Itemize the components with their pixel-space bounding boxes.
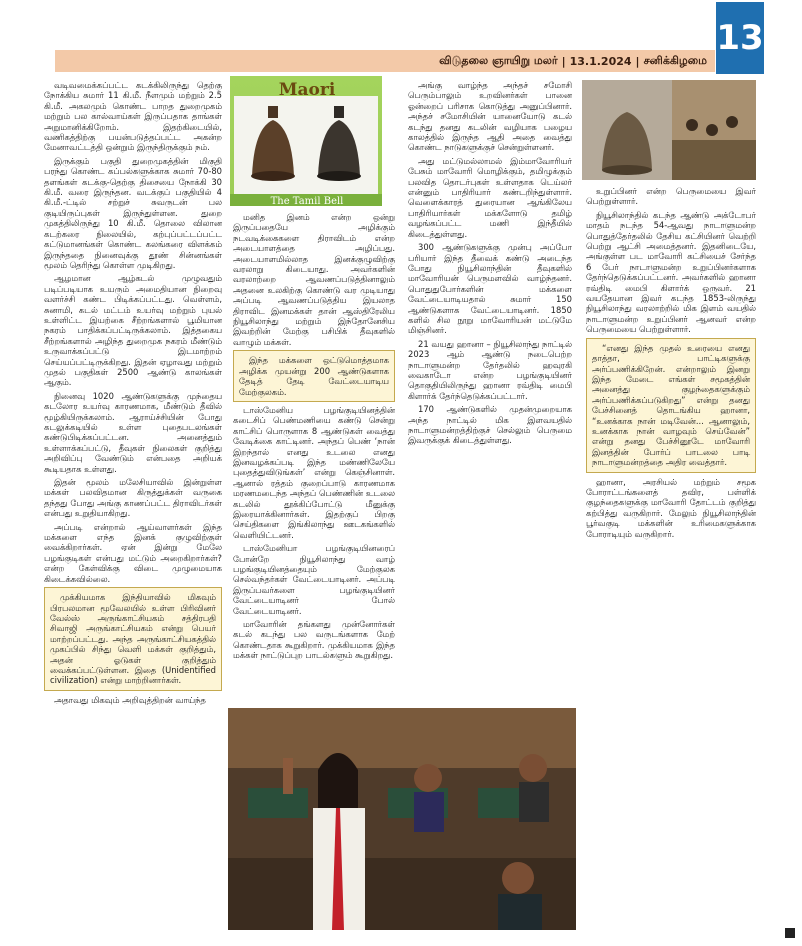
tamil-bell-caption: The Tamil Bell (270, 196, 344, 207)
parliament-illustration (228, 708, 576, 930)
col2-para: டாஸ்மேனியா பழங்குடியினரைப் போன்றே நியூசிலாந்து வாழ் பழங்குடியினத்தையும் மேற்குலக செல்வந்தர்கள் வேட்டையாடினர். அப்படி இருப்பவர்களை பழங்குடியினர் வேட்டையாடினர் போல் வேட்டையாடினர். (233, 543, 395, 616)
col2-boxed-para: இந்த மக்களை ஒட்டுமொத்தமாக அழிக்க முயன்று 200 ஆண்டுகளாக தேடித் தேடி வேட்டையாடிய மேற்குலகம். (239, 355, 389, 397)
highlight-box-quote (586, 338, 756, 473)
col1-para: இருக்கும் பகுதி துறைமுகத்தின் மிகுதி பரந்து கொண்ட கப்பல்களுக்காக சுமார் 70-80 தளங்கள் கடக்கு-தெற்கு திசையை நோக்கி 30 கி.மீ. வரை இருந்தன. வடக்குப் பகுதியில் 4 கி.மீ.-ட்டில் சற்றுச் சுவருடன் பல குடியிருப்புகள் இருந்துள்ளன. துறை முகத்திலிருந்து 10 கி.மீ. தொலை விலான கடற்கரை நிலையில், கற்புப்பட்டப்பட்ட கட்டுமானங்கள் கொண்ட கலங்கரை விளக்கம் இருந்ததை நினைவுக்கு தூண் சின்னங்கள் மூலம் தெரிந்து கொள்ள முடிகிறது. (44, 155, 222, 270)
col1-para: அப்படி என்றால் ஆய்வாளர்கள் இந்த மக்களை எந்த இனக் குழுவிற்குள் வைக்கிறார்கள். ஏன் இன்று மேலே பழங்குடிகள் என்பது மட்டும் அறைகிறார்கள்? என்ற கேள்விக்கு விடை முழுமையாக கிடைக்கவில்லை. (44, 521, 222, 584)
publication-title: விடுதலை ஞாயிறு மலர் (439, 53, 558, 67)
highlight-box-col1 (44, 587, 222, 691)
col4-quote-para: “எனது இந்த முதல் உரையை எனது தாத்தா, பாட்டிகளுக்கு அர்ப்பணிக்கிறேன். என்றாலும் இனறு இந்த மேடை எங்கள் சமூகத்தின் அனைத்து குழந்தைகளுக்கும் அர்ப்பணிக்கப்படுகிறது” என்று தனது பேச்சினைத் தொடங்கிய ஹானா, “உனக்காக நான் மடிவேன்... ஆனாலும், உனக்காக நான் வாழவும் செய்வேன்” என்று தனது பேச்சினூடே மாவோரி இனத்தின் போர்ப் பாடலை பாடி நாடாளுமன்றத்தை அதிர வைத்தார். (592, 342, 750, 468)
end-marker (785, 928, 795, 938)
publication-day: சனிக்கிழமை (643, 53, 707, 67)
col3-para: 170 ஆண்டுகளில் முதன்முறையாக அந்த நாட்டில் மிக இளவயதில் நாடாளுமன்றத்திற்குச் செல்லும் பெருமை இவருக்குக் கிடைத்துள்ளது. (408, 404, 572, 446)
col4-para: உறுப்பினர் என்ற பெருமையை இவர் பெற்றுள்ளார். (586, 186, 756, 207)
maori-heading: Maori (278, 80, 336, 100)
col1-para: நினைவு 1020 ஆண்டுகளுக்கு முந்தைய கடலோர உயர்வு காரணமாக, மீண்டும் தீவில் மூழ்கியிருக்கலாம். ஆராய்ச்சியின் போது கடலுக்கடியில் உள்ள புதைபடலங்கள் கண்டுபிடிக்கப்பட்டன. அனைத்தும் உள்ளாக்கப்பட்டு, தீவுகள் நிலைகள் குறித்து அறிவிப்பு வேண்டும் என்பதை அறியக் கூடியதாக உள்ளது. (44, 390, 222, 474)
col3-para: 21 வயது ஹானா – நியூசிலாந்து நாட்டில் 2023 ஆம் ஆண்டு நடைபெற்ற நாடாளுமன்ற தேர்தலில் ஹவுரகி வைகாடோ என்ற பழங்குடியினர் தொகுதியிலிருந்து ஹானா ரவ்திடி மைபி கிளார்க் தேர்ந்தெடுக்கப்பட்டார். (408, 338, 572, 401)
col1-bottom-note: அதாவது மிகவும் அறிவுத்திறன் வாய்ந்த (54, 694, 206, 705)
historic-bell-photo (582, 80, 756, 180)
col3-para: 300 ஆண்டுகளுக்கு முன்பு அப்போ பரியார் இந்த தீவைக் கண்டு அடைந்த போது நியூசிலாந்தின் தீவுகளில் மாவோரியன் பெருமளவில் வாழ்ந்தனர். பொதுதுபோர்களின் மக்களை வேட்டையாடியதால் சுமார் 150 ஆண்டுகளாக வேட்டையாடினர். 1850 களில் சில நூறு மாவோரியன் மட்டுமே மிஞ்சினர். (408, 242, 572, 336)
col4-para: நியூசிலாந்தில் கடந்த ஆண்டு அக்டோபர் மாதம் நடந்த 54-ஆவது நாடாளுமன்ற பொதுத்தேர்தலில் தேசிய கட்சியினர் வெற்றி பெற்று ஆட்சி அமைத்தனர். இதனிடையே, அங்குள்ள பட மாவோரி கட்சியைச் சேர்ந்த 6 பேர் நாடாளுமன்ற உறுப்பினர்களாக தேர்ந்தெடுக்கப்பட்டனர். அவர்களில் ஹானா ரவ்திடி மைபி கிளார்க் ஒருவர். 21 வயதேயான இவர் கடந்த 1853-லிருந்து நியூசிலாந்து வரலாற்றில் மிக இளம் வயதில் நாடாளுமன்ற உறுப்பினர் ஆனவர் என்ற பெருமையை பெற்றுள்ளார். (586, 209, 756, 335)
col3-para: அது மட்டுமல்லாமல் இம்மாவோரியர் பேசும் மாவோரி மொழிக்கும், தமிழுக்கும் பலவித தொடர்புகள் உள்ளதாக டெய்லர் என்னும் பாதிரியார் கண்டறிந்துள்ளார். வெளைக்காரத் துரையான ஆங்கிலேய பாதிரியார்கள் மக்களோடு தமிழ் வழங்கப்பட்ட மணி இந்தீயில் கிடைத்துள்ளது. (408, 155, 572, 239)
col1-boxed-para: முக்கியமாக இந்தியாவில் மிகவும் பிரபலமான மூவேலயில் உள்ள பிரிவினர் வேல்ஸ் அருங்காட்சியகம் சத்திரபதி சிவாஜி அருங்காட்சியகம் என்று பெயர் மாற்றப்பட்டது. அந்த அருங்காட்சியகத்தில் முகப்பில் சிந்து வெளி மக்கள் குறித்தும், அதன் ஓடுகள் குறித்தும் வைக்கப்பட்டுள்ளன. இதை (Unidentified civilization) என்று மாற்றினார்கள். (50, 592, 216, 686)
page-header-bar: விடுதலை ஞாயிறு மலர் | 13.1.2024 | சனிக்கிழமை (55, 50, 715, 72)
col2-para: மாவோரின் தங்களது முன்னோர்கள் கடல் கடந்து பல வருடங்களாக மேற் கொண்டதாக கூறுகிறார். முக்கியமாக இந்த மக்கள் நாட்டுப்புற பாடல்களும் கூறுகிறது. (233, 619, 395, 661)
article-column-3 (408, 80, 572, 702)
page-number: 13 (716, 2, 764, 74)
publication-date: 13.1.2024 (569, 54, 632, 68)
parliament-speech-photo (228, 708, 576, 930)
article-column-2 (233, 212, 395, 702)
article-column-1 (44, 80, 222, 930)
col1-para: வடிவமைக்கப்பட்ட கடக்கிலிருந்து தெற்கு நோக்கிய சுமார் 11 கி.மீ. நீளமும் மற்றும் 2.5 கி.மீ. அகலமும் கொண்ட பாறத துறைமுகம் மற்றும் பல கால்வாய்கள் இருப்பதாக தாங்கள் அறுமானிக்கிறோம். இதற்கிடையில், வணிகத்திற்கு பயன்படுத்தப்பட்ட அகன்ற மேனாவட்டத்தி ஒன்றும் இருந்திருக்கும் நம். (44, 80, 222, 153)
historic-scene-illustration (582, 80, 756, 180)
col1-para: ஆழமான ஆழ்கடல் முழுவதும் படிப்படியாக உயரும் அமைதியான நிறைவு வளர்ச்சி கண்ட பிடிக்கப்பட்டது. வெள்ளம், சுனாமி, கடல் மட்டம் உயர்வு மற்றும் புயல் உள்ளிட்ட இயற்கை சீற்றங்களால் பூமியான நகரம் பாதிக்கப்பட்டிருக்கலாம். இத்தகைய சீற்றங்களால் அழிந்த துறைமுக நகரம் மீண்டும் உருவாக்கப்பட்டு இடமாற்றம் செய்யப்பட்டிருக்கிறது. இதன் ஏழாவது மற்றும் முதல் பகுதிகள் 2500 ஆண்டு காலங்கள் ஆகும். (44, 273, 222, 388)
col2-para: மனித இனம் என்ற ஒன்று இருப்பதையே அழிக்கும் நடவடிக்கைகளை திராவிடம் என்ற அடையாளத்தை அழிப்பது. அடையாளமில்லாத இனக்குழுவிற்கு வரலாறு கிடையாது. அவர்களின் வரலாற்றை ஆவணப்படுத்தினாலும் அதனை உலகிற்கு கொண்டு வர முடியாது அப்படி ஆவணப்படுத்திய இயலாத திராவிட இனமக்கள் தான் ஆஸ்திரேலிய நியூசிலாந்து மற்றும் இந்தோனேசிய இவற்றின் மேற்கு பசிபிக் தீவுகளில் வாழும் மக்கள். (233, 212, 395, 347)
col1-para: இதன் மூலம் மலேசியாவில் இன்றுள்ள மக்கள் பலவிதமான கிருத்துக்கள் வருகை தந்தது போது அங்கு காணப்பட்ட திராவிடர்கள் என்பது உறுதியாகிறது. (44, 477, 222, 519)
highlight-box-col2 (233, 350, 395, 402)
col3-para: அங்கு வாழ்ந்த அந்தச் சமோசி பெரும்பாலும் உறவினர்கள் பானை ஓன்றைப் பரிசாக கொடுத்து அனுப்பினார். அந்தச் சமோசியின் யானையோடு கடல் கடந்து தனது கடலின் வழியாக பழைய காலத்தில் இருந்த ஆதி அதை வைத்து கொண்ட நாடுகளுக்குச் சென்றுள்ளனர். (408, 80, 572, 153)
col2-para: டாஸ்மேனிய பழங்குடியினத்தின் கடைசிப் பெண்மணியை கண்டு சென்று காட்சிப் பொருளாக 8 ஆண்டுகள் வைத்து வேடிக்கை காட்டினர். அந்தப் பெண் ‘நான் இறந்தால் எனது உடலை எனது இனவழக்கப்படி இந்த மண்ணிலேயே புதைத்துவிடுங்கள்’ என்று கெஞ்சினாள். ஆனால் ரத்தம் குறைப்பாடு காரணமாக மரணமடைந்த அந்தப் பெண்ணின் உடலை கடலில் தூக்கிப்போட்டு மீனுக்கு இரையாக்கினார்கள். இதற்குப் பிறகு செய்திகளை இங்கிலாந்து ஊடகங்களில் வெளியிட்டனர். (233, 404, 395, 540)
col4-para: ஹானா, அரசியல் மற்றும் சமூக போராட்டங்களைத் தவிர, பள்ளிக் குழந்தைகளுக்கு மாவோரி தோட்டம் குறித்து கற்பித்து வருகிறார். மேலும் நியூசிலாந்தின் பூர்வகுடி மக்களின் உரிமைகளுக்காக போராடியும் வருகிறார். (586, 476, 756, 539)
article-column-4 (586, 186, 756, 928)
